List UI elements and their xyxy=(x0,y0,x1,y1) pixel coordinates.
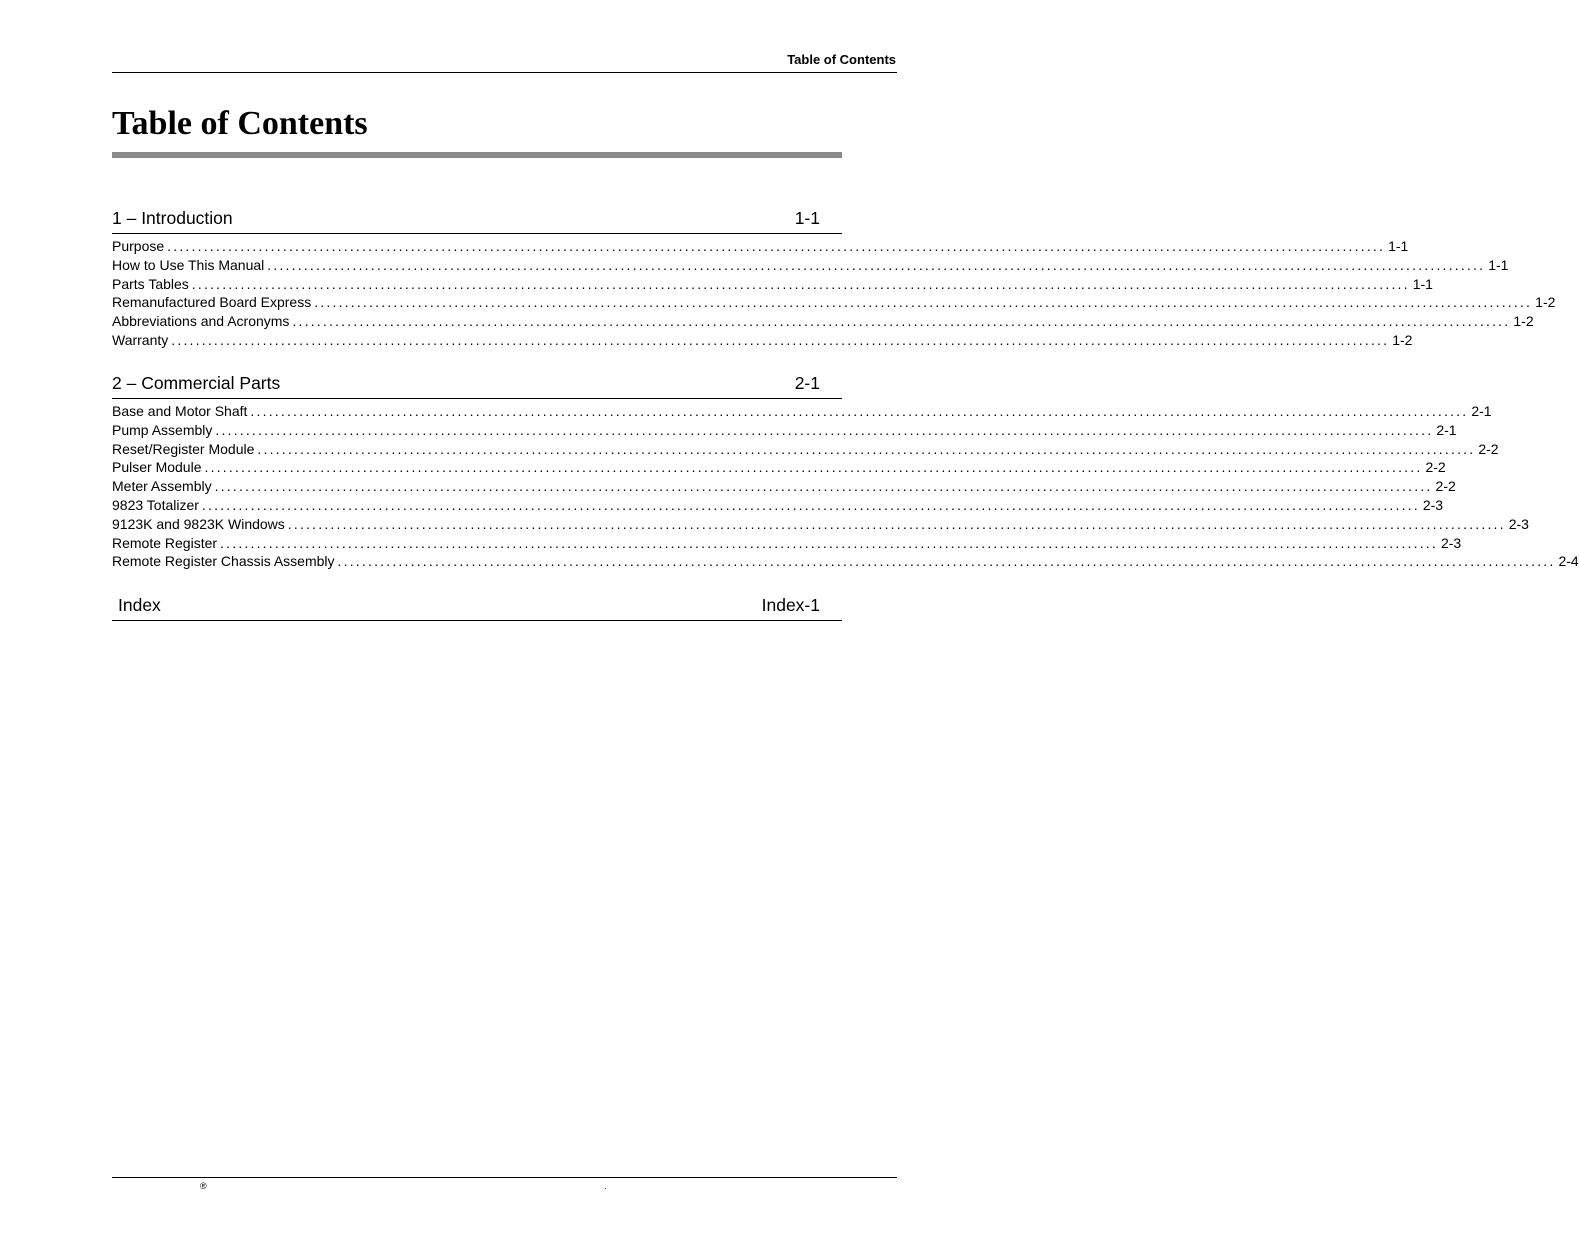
entry-page: 2-3 xyxy=(1438,535,1461,551)
entry-page: 1-2 xyxy=(1532,294,1555,310)
dot-leader: ........................................................................................................................................................................................................ xyxy=(204,459,1423,476)
chapter-heading-commercial-parts[interactable] xyxy=(112,372,842,399)
dot-leader: ........................................................................................................................................................................................................ xyxy=(220,534,1438,551)
chapter-page: Index-1 xyxy=(761,595,820,615)
running-header: Table of Contents xyxy=(787,52,896,67)
toc-entry[interactable] xyxy=(112,496,1444,516)
entry-page: 1-1 xyxy=(1385,238,1408,254)
entry-page: 2-2 xyxy=(1475,441,1498,457)
dot-leader: ........................................................................................................................................................................................................ xyxy=(337,553,1556,570)
dot-leader: ........................................................................................................................................................................................................ xyxy=(267,256,1486,273)
entry-page: 2-1 xyxy=(1468,403,1491,419)
entry-page: 1-1 xyxy=(1485,257,1508,273)
entry-title: Base and Motor Shaft xyxy=(112,403,248,419)
dot-leader: ........................................................................................................................................................................................................ xyxy=(171,331,1390,348)
dot-leader: ........................................................................................................................................................................................................ xyxy=(201,496,1420,513)
toc-entry[interactable] xyxy=(112,294,1556,313)
toc-entry[interactable] xyxy=(112,275,1433,295)
entry-page: 1-1 xyxy=(1410,276,1433,292)
toc-entry[interactable] xyxy=(112,256,1509,276)
entry-title: Remote Register Chassis Assembly xyxy=(112,553,335,570)
toc-entry[interactable] xyxy=(112,440,1499,460)
dot-leader: ........................................................................................................................................................................................................ xyxy=(287,515,1506,532)
toc-entry[interactable] xyxy=(112,421,1457,441)
entry-page: 1-2 xyxy=(1510,313,1533,329)
entry-title: Meter Assembly xyxy=(112,478,212,495)
entry-page: 2-1 xyxy=(1433,422,1456,438)
footer-rule xyxy=(112,1177,897,1178)
entry-page: 2-3 xyxy=(1420,497,1443,513)
toc-entry[interactable] xyxy=(112,459,1446,478)
dot-leader: ........................................................................................................................................................................................................ xyxy=(191,275,1410,292)
title-bar xyxy=(112,152,842,158)
chapter-page: 1-1 xyxy=(794,208,820,228)
chapter-entries-introduction xyxy=(112,238,1556,351)
page-title: Table of Contents xyxy=(112,105,368,142)
entry-page: 1-2 xyxy=(1389,332,1412,348)
dot-leader: ........................................................................................................................................................................................................ xyxy=(250,403,1469,419)
dot-leader: ........................................................................................................................................................................................................ xyxy=(167,238,1386,254)
footer-dot: . xyxy=(604,1181,607,1191)
entry-title: Warranty xyxy=(112,331,169,348)
entry-page: 2-2 xyxy=(1433,478,1456,494)
entry-title: Parts Tables xyxy=(112,275,189,292)
entry-title: Remanufactured Board Express xyxy=(112,294,312,311)
chapter-entries-commercial-parts xyxy=(112,403,1579,572)
toc-entry[interactable] xyxy=(112,313,1534,332)
chapter-heading-introduction[interactable] xyxy=(112,207,842,234)
dot-leader: ........................................................................................................................................................................................................ xyxy=(214,478,1433,495)
entry-title: Pump Assembly xyxy=(112,421,213,438)
chapter-page: 2-1 xyxy=(794,373,820,393)
entry-page: 2-2 xyxy=(1422,459,1445,475)
dot-leader: ........................................................................................................................................................................................................ xyxy=(314,294,1533,311)
entry-title: Pulser Module xyxy=(112,459,202,476)
entry-title: Abbreviations and Acronyms xyxy=(112,313,290,330)
entry-page: 2-3 xyxy=(1506,516,1529,532)
entry-title: Purpose xyxy=(112,238,165,254)
chapter-title: 1 – Introduction xyxy=(112,208,233,228)
entry-title: Reset/Register Module xyxy=(112,440,255,457)
footer-registered-mark: ® xyxy=(200,1181,207,1191)
entry-title: Remote Register xyxy=(112,534,218,551)
toc-entry[interactable] xyxy=(112,331,1413,351)
entry-title: 9123K and 9823K Windows xyxy=(112,515,285,532)
dot-leader: ........................................................................................................................................................................................................ xyxy=(292,313,1511,330)
entry-title: 9823 Totalizer xyxy=(112,496,199,513)
chapter-title: Index xyxy=(118,595,161,615)
toc-entry[interactable] xyxy=(112,553,1579,572)
toc-entry[interactable] xyxy=(112,515,1529,535)
toc-entry[interactable] xyxy=(112,238,1409,257)
chapter-title: 2 – Commercial Parts xyxy=(112,373,281,393)
entry-page: 2-4 xyxy=(1555,553,1578,569)
chapter-heading-index[interactable] xyxy=(112,594,842,621)
entry-title: How to Use This Manual xyxy=(112,256,265,273)
toc-entry[interactable] xyxy=(112,534,1462,554)
dot-leader: ........................................................................................................................................................................................................ xyxy=(257,440,1476,457)
toc-entry[interactable] xyxy=(112,478,1456,497)
dot-leader: ........................................................................................................................................................................................................ xyxy=(215,421,1434,438)
toc-entry[interactable] xyxy=(112,403,1492,422)
header-rule xyxy=(112,72,897,73)
